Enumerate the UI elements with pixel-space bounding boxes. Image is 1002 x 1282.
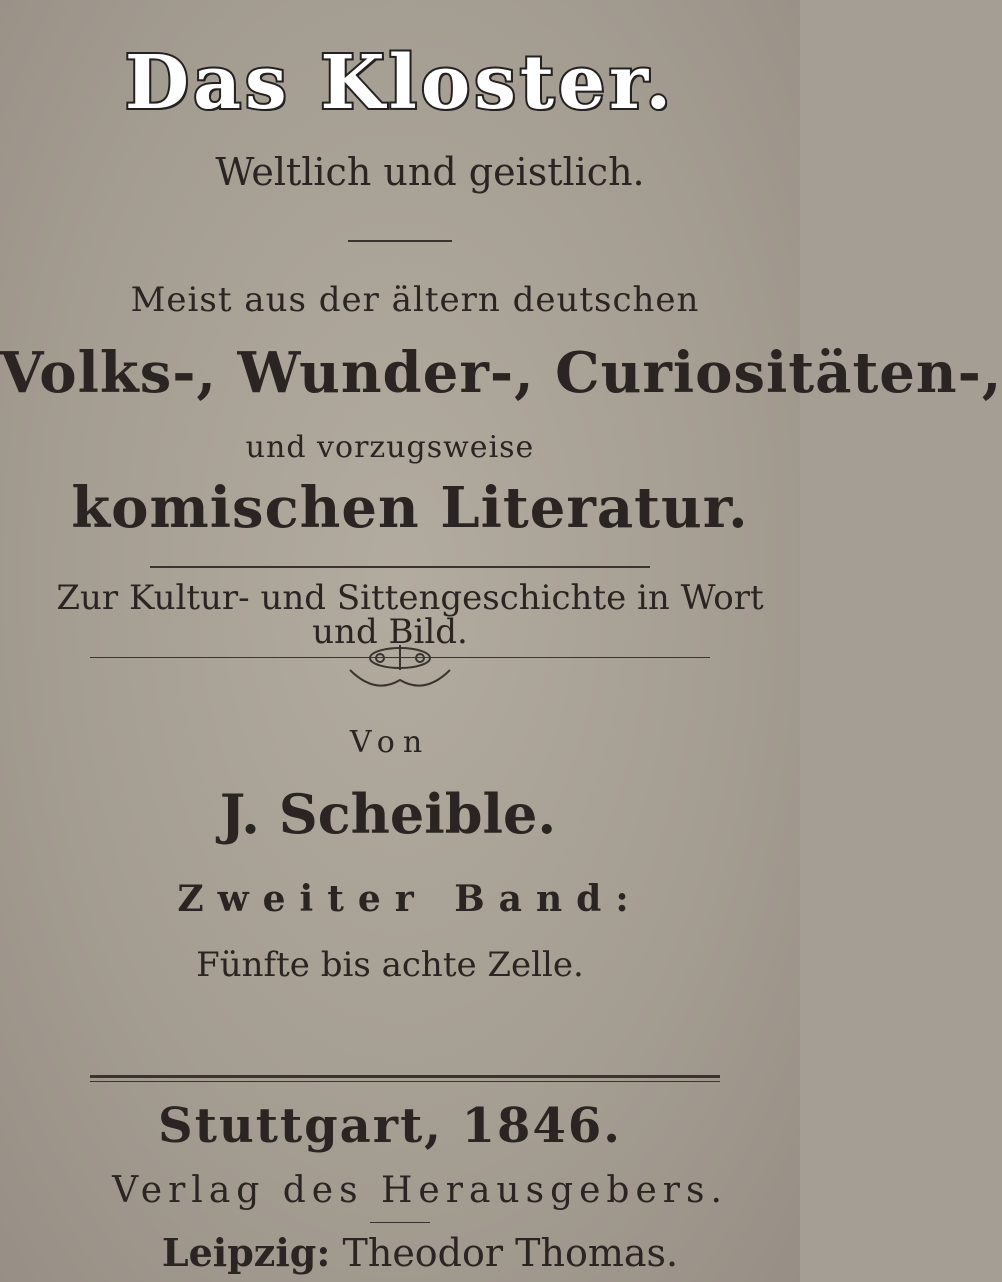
by-label: Von (349, 725, 431, 760)
book-subtitle: Weltlich und geistlich. (215, 150, 645, 194)
description-line-4: komischen Literatur. (71, 475, 749, 541)
ornament-vignette-icon (330, 640, 470, 700)
cells-label: Fünfte bis achte Zelle. (196, 945, 584, 985)
place-year: Stuttgart, 1846. (158, 1098, 622, 1154)
distributor: Theodor Thomas. (342, 1231, 679, 1275)
volume-label: Zweiter Band: (177, 878, 643, 920)
description-line-5: Zur Kultur- und Sittengeschichte in Wort (56, 578, 764, 618)
publisher: Verlag des Herausgebers. (112, 1170, 728, 1211)
divider-4b (90, 1081, 720, 1082)
description-line-2: Volks-, Wunder-, Curiositäten-, (0, 340, 1002, 406)
author-name: J. Scheible. (219, 782, 557, 846)
description-line-1: Meist aus der ältern deutschen (130, 280, 700, 320)
city: Leipzig: (161, 1230, 331, 1275)
divider-5 (370, 1222, 430, 1223)
divider-4 (90, 1075, 720, 1078)
imprint-line (20, 1230, 820, 1275)
divider-1 (348, 240, 452, 242)
divider-2 (150, 566, 650, 568)
book-title: Das Kloster. (124, 40, 676, 126)
description-line-3: und vorzugsweise (245, 430, 535, 465)
description-line-6: und Bild. (312, 612, 468, 652)
